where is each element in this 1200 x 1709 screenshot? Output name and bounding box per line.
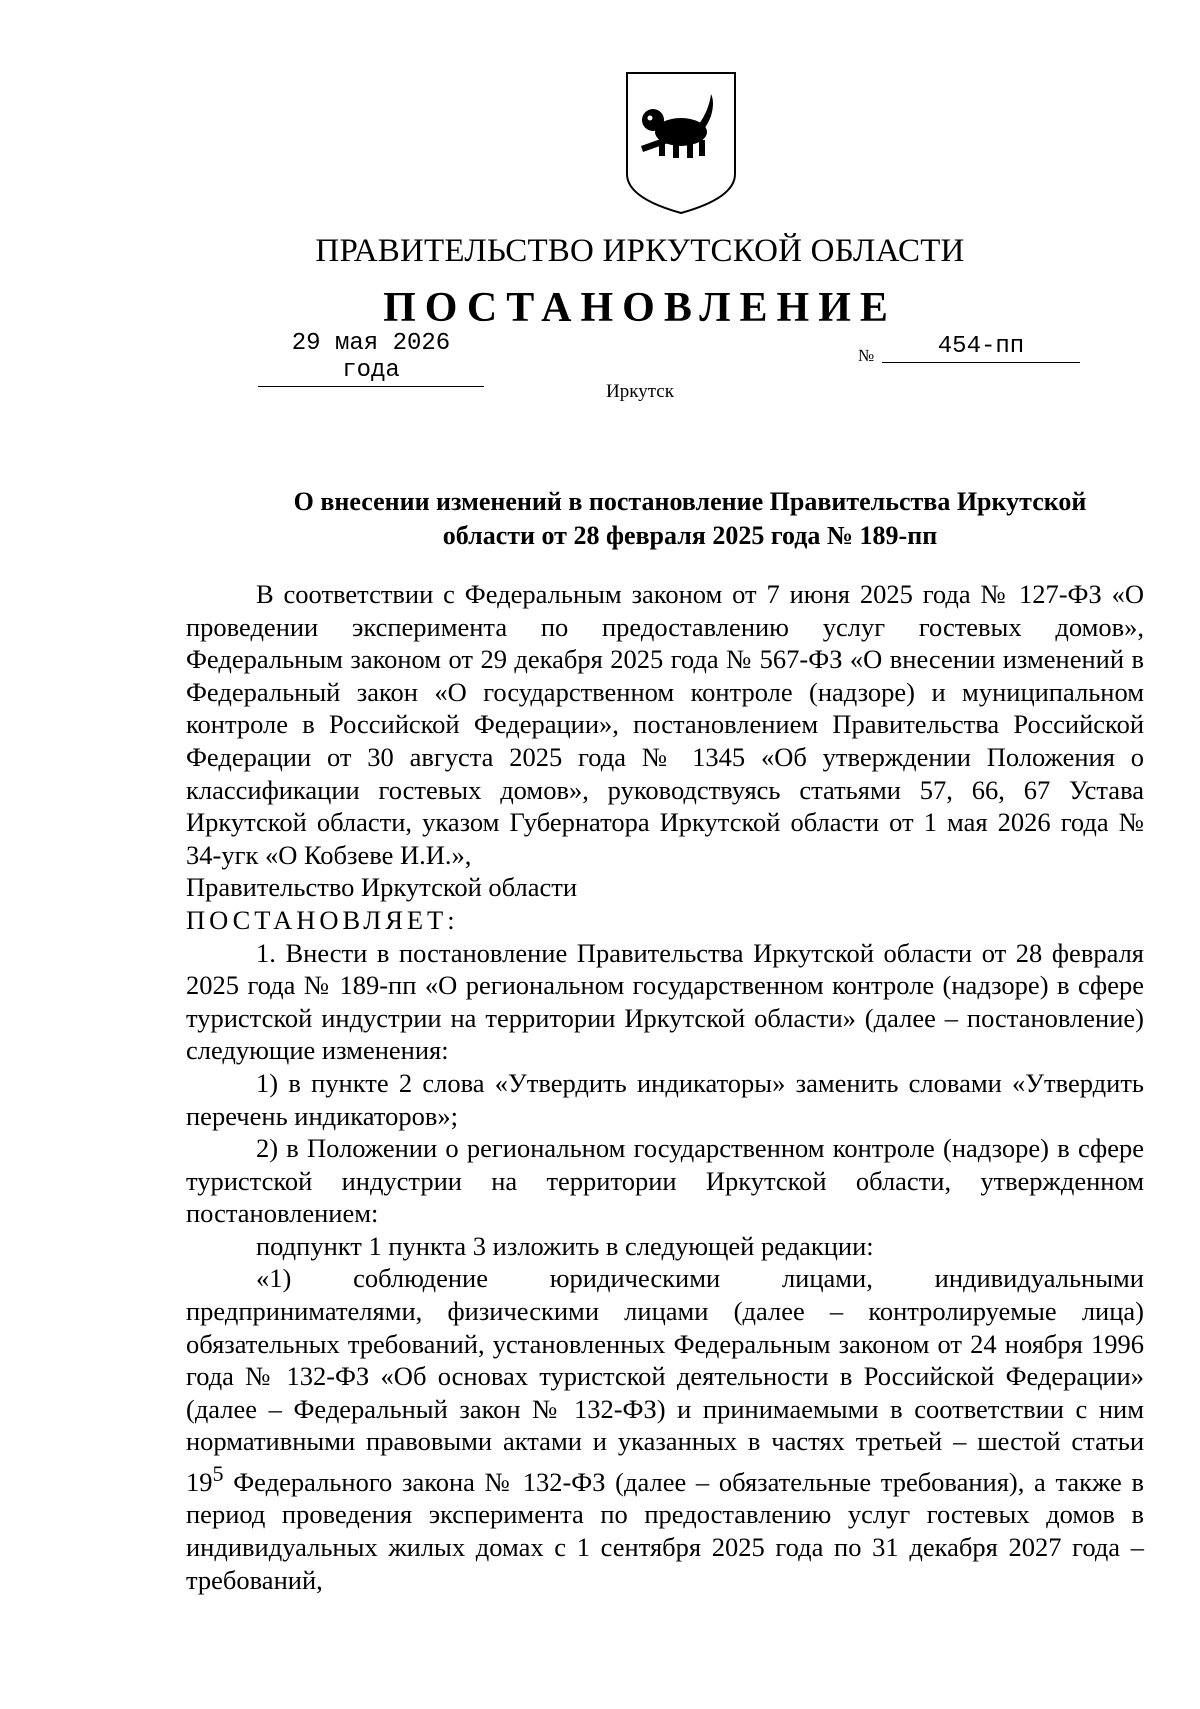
preamble-end: Правительство Иркутской области [186,872,578,903]
coat-of-arms-icon [623,70,739,216]
subclause-1: подпункт 1 пункта 3 изложить в следующей редакции: [256,1230,874,1261]
organization-name: ПРАВИТЕЛЬСТВО ИРКУТСКОЙ ОБЛАСТИ [315,233,965,269]
title-line-2: области от 28 февраля 2025 года № 189-пп [442,521,938,550]
quoted-clause-part-1: «1) соблюдение юридическими лицами, индивидуальными предпринимателями, физическими лицами (далее – контролируемые лица) обязательных требований, установленных Федеральным законом от 24 ноября 1996 года № 132-ФЗ «Об основах туристской деятельности в Российской Федерации» (далее – Федеральный закон № 132-ФЗ) и принимаемыми в соответствии с ним нормативными правовыми актами и указанных в частях третьей – шестой статьи 19 [186,1263,1144,1497]
document-number: 454-пп [882,333,1080,363]
item-1-2: 2) в Положении о региональном государственном контроле (надзоре) в сфере туристской индустрии на территории Иркутской области, утвержденном постановлением: [186,1133,1144,1229]
document-date: 29 мая 2026 года [258,330,484,387]
resolves-heading: ПОСТАНОВЛЯЕТ: [186,904,459,935]
quoted-clause-part-2: Федерального закона № 132-ФЗ (далее – обязательные требования), а также в период проведения эксперимента по предоставлению услуг гостевых домов в индивидуальных жилых домах с 1 сентября 2025 года по 31 декабря 2027 года – требований, [186,1466,1144,1595]
document-title [255,485,1125,553]
document-type-heading: ПОСТАНОВЛЕНИЕ [383,285,897,331]
item-1: 1. Внести в постановление Правительства Иркутской области от 28 февраля 2025 года № 189-пп «О региональном государственном контроле (надзоре) в сфере туристской индустрии на территории Иркутской области» (далее – постановление) следующие изменения: [186,937,1144,1066]
number-sign: № [858,346,875,365]
preamble-paragraph: В соответствии с Федеральным законом от 7 июня 2025 года № 127-ФЗ «О проведении эксперимента по предоставлению услуг гостевых домов», Федеральным законом от 29 декабря 2025 года № 567-ФЗ «О внесении изменений в Федеральный закон «О государственном контроле (надзоре) и муниципальном контроле в Российской Федерации», постановлением Правительства Российской Федерации от 30 августа 2025 года № 1345 «Об утверждении Положения о классификации гостевых домов», руководствуясь статьями 57, 66, 67 Устава Иркутской области, указом Губернатора Иркутской области от 1 мая 2026 года № 34-угк «О Кобзеве И.И.», [186,579,1144,870]
document-body [186,578,1144,1596]
article-superscript: 5 [212,1461,224,1487]
issue-city: Иркутск [606,381,674,402]
title-line-1: О внесении изменений в постановление Правительства Иркутской [293,487,1087,516]
quoted-clause [186,1262,1144,1596]
item-1-1: 1) в пункте 2 слова «Утвердить индикаторы» заменить словами «Утвердить перечень индикаторов»; [186,1067,1144,1131]
